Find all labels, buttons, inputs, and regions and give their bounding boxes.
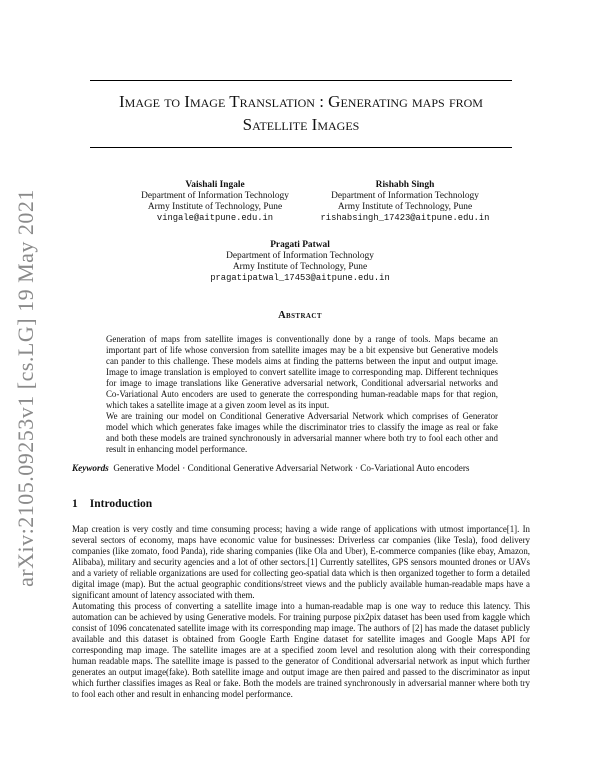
author-block-1 (130, 180, 300, 224)
author-block-2 (306, 180, 504, 224)
author-block-3 (200, 240, 400, 284)
intro-paragraph-2: Automating this process of converting a satellite image into a human-readable map is one way to reduce this latency. This automation can be achieved by using Generative models. For training purpose pix2pix dataset has been used from kaggle which consist of 1096 concatenated satellite image with its corresponding map image. The authors of [2] has made the dataset publicly available and this dataset is obtained from Google Earth Engine dataset for satellite images and Google Maps API for corresponding map image. The satellite images are at a specified zoom level and resolution along with their corresponding human readable maps. The satellite image is passed to the generator of Conditional adversarial network as input which further generates an output image(fake). Both satellite image and output image are then paired and passed to the discriminator as input which further classifies images as Real or fake. Both the models are trained synchronously in adversarial manner where both try to fool each other and result in enhancing model performance. (72, 601, 530, 699)
author-institute: Army Institute of Technology, Pune (232, 262, 368, 272)
paper-title-line2: Satellite Images (242, 115, 360, 134)
title-top-rule (90, 80, 512, 81)
abstract-body (106, 334, 498, 455)
intro-paragraph-1: Map creation is very costly and time consuming process; having a wide range of applications with utmost importance[1]. In several sectors of economy, maps have economic value for businesses: Driverless car companies (like Tesla), food delivery companies (like zomato, food Panda), ride sharing companies (like Ola and Uber), E-commerce companies (like ebay, Amazon, Alibaba), military and security agencies and a lot of other sectors.[1] Currently satellites, GPS sensors mounted drones or UAVs and a variety of reliable organizations are used for collecting geo-spatial data which is then organized together to form a detailed digital image (map). But the actual geographic conditions/street views and the publicly available human-readable maps have a significant amount of latency associated with them. (72, 524, 530, 600)
abstract-heading: Abstract (278, 310, 322, 321)
section-title: Introduction (89, 498, 153, 510)
author-email[interactable]: vingale@aitpune.edu.in (156, 213, 274, 223)
author-name: Vaishali Ingale (185, 180, 245, 190)
paper-title-line1: Image to Image Translation : Generating maps from (119, 92, 483, 111)
arxiv-stamp-text: arXiv:2105.09253v1 [cs.LG] 19 May 2021 (13, 189, 38, 587)
author-institute: Army Institute of Technology, Pune (337, 202, 473, 212)
author-name: Rishabh Singh (375, 180, 435, 190)
introduction-body (72, 524, 530, 700)
title-bottom-rule (90, 147, 512, 148)
author-dept: Department of Information Technology (226, 251, 374, 261)
author-email[interactable]: rishabsingh_17423@aitpune.edu.in (320, 213, 490, 223)
abstract-paragraph-1: Generation of maps from satellite images is conventionally done by a range of tools. Maps became an important part of life whose conversion from satellite images may be a bit expensive but Generative models can pander to this challenge. These models aims at finding the patterns between the input and output image. Image to image translation is employed to convert satellite image to corresponding map. Different techniques for image to image translations like Generative adversarial network, Conditional adversarial networks and Co-Variational Auto encoders are used to generate the corresponding human-readable maps for that region, which takes a satellite image at a given zoom level as its input. (106, 334, 498, 410)
keywords-text: Generative Model · Conditional Generative Adversarial Network · Co-Variational Auto encoders (113, 463, 470, 473)
author-email[interactable]: pragatipatwal_17453@aitpune.edu.in (210, 273, 390, 283)
section-heading-introduction (72, 498, 152, 510)
keywords-label: Keywords (72, 463, 109, 473)
abstract-paragraph-2: We are training our model on Conditional Generative Adversarial Network which comprises of Generator model which which generates fake images while the discriminator tries to classify the image as real or fake and both these models are trained synchronously in adversarial manner where both try to fool each other and result in enhancing model performance. (106, 411, 498, 454)
paper-title (80, 90, 522, 136)
arxiv-stamp (10, 189, 42, 587)
author-dept: Department of Information Technology (141, 191, 289, 201)
author-institute: Army Institute of Technology, Pune (147, 202, 283, 212)
author-name: Pragati Patwal (270, 240, 330, 250)
section-number: 1 (72, 498, 78, 510)
keywords-line (72, 463, 532, 474)
author-dept: Department of Information Technology (331, 191, 479, 201)
